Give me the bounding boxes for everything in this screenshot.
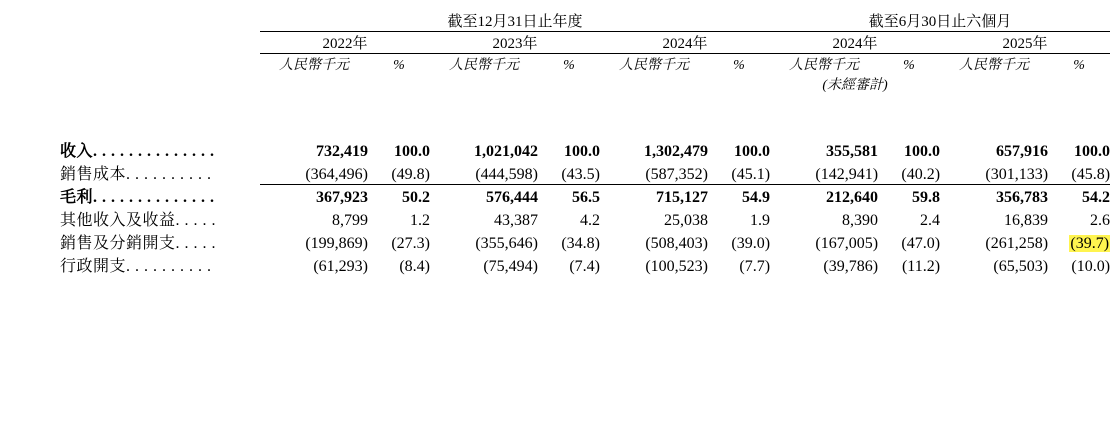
table-row <box>60 253 1110 276</box>
unaudited-note-row <box>60 74 1110 94</box>
cell-other-2022: 8,799 <box>332 212 368 229</box>
cell-other-2023: 43,387 <box>494 212 538 229</box>
cell-gp-2023: 576,444 <box>486 189 538 206</box>
cell-cost-pct-2024h: (40.2) <box>878 161 940 184</box>
pct-label-2024: % <box>733 58 745 73</box>
cell-other-pct-2024: 1.9 <box>750 212 771 229</box>
cell-other-pct-2024h: 2.4 <box>920 212 941 229</box>
cell-cost-pct-2024: (45.1) <box>708 161 770 184</box>
group-header-interim: 截至6月30日止六個月 <box>770 10 1110 32</box>
unit-label-2022: 人民幣千元 <box>279 58 349 73</box>
unaudited-note: (未經審計) <box>822 78 888 93</box>
cell-sell-2022: (199,869) <box>305 235 368 252</box>
cell-gp-2025h: 356,783 <box>996 189 1049 206</box>
header-body-spacer <box>60 94 1110 138</box>
financial-table-body <box>60 138 1110 276</box>
year-header-2025-interim: 2025年 <box>940 32 1110 54</box>
year-header-2024: 2024年 <box>600 32 770 54</box>
cell-other-2024h: 8,390 <box>842 212 879 229</box>
cell-admin-2023: (75,494) <box>483 258 538 275</box>
cell-admin-pct-2024: (7.7) <box>739 258 771 275</box>
table-row <box>60 184 1110 207</box>
cell-other-pct-2025h: 2.6 <box>1090 212 1111 229</box>
cell-sell-2023: (355,646) <box>475 235 538 252</box>
unit-label-2024: 人民幣千元 <box>619 58 689 73</box>
cell-revenue-2023: 1,021,042 <box>474 143 538 160</box>
cell-revenue-2024: 1,302,479 <box>644 143 708 160</box>
row-label-revenue: 收入. . . . . . . . . . . . . . <box>60 143 215 160</box>
cell-other-2024: 25,038 <box>664 212 708 229</box>
cell-cost-2025h: (301,133) <box>940 161 1048 184</box>
cell-admin-pct-2023: (7.4) <box>569 258 600 275</box>
cell-admin-pct-2025h: (10.0) <box>1071 258 1111 275</box>
cell-sell-2025h: (261,258) <box>985 235 1049 252</box>
cell-other-pct-2023: 4.2 <box>580 212 600 229</box>
cell-sell-pct-2024: (39.0) <box>731 235 771 252</box>
cell-gp-pct-2024: 54.9 <box>742 189 771 206</box>
cell-sell-pct-2022: (27.3) <box>391 235 430 252</box>
cell-cost-pct-2023: (43.5) <box>538 161 600 184</box>
highlighted-value: (39.7) <box>1070 235 1110 252</box>
cell-cost-2022: (364,496) <box>260 161 368 184</box>
unit-label-2024-interim: 人民幣千元 <box>789 58 860 73</box>
group-header-row <box>60 10 1110 32</box>
unit-label-2023: 人民幣千元 <box>449 58 519 73</box>
corner-blank-2 <box>60 32 260 54</box>
cell-revenue-pct-2024h: 100.0 <box>904 143 941 160</box>
cell-sell-pct-2023: (34.8) <box>561 235 600 252</box>
cell-admin-pct-2024h: (11.2) <box>901 258 941 275</box>
cell-gp-2024h: 212,640 <box>826 189 879 206</box>
pct-label-2025-interim: % <box>1073 58 1085 73</box>
table-row <box>60 138 1110 161</box>
row-label-cost-of-sales: 銷售成本. . . . . . . . . . <box>60 166 212 183</box>
cell-gp-pct-2022: 50.2 <box>402 189 430 206</box>
cell-admin-2022: (61,293) <box>313 258 368 275</box>
cell-sell-pct-2024h: (47.0) <box>901 235 941 252</box>
cell-sell-2024: (508,403) <box>645 235 708 252</box>
cell-other-2025h: 16,839 <box>1004 212 1049 229</box>
year-header-row <box>60 32 1110 54</box>
year-header-2024-interim: 2024年 <box>770 32 940 54</box>
group-header-annual: 截至12月31日止年度 <box>260 10 770 32</box>
cell-revenue-pct-2023: 100.0 <box>564 143 600 160</box>
year-header-2022: 2022年 <box>260 32 430 54</box>
cell-revenue-2022: 732,419 <box>316 143 368 160</box>
row-label-admin-expenses: 行政開支. . . . . . . . . . <box>60 258 212 275</box>
cell-gp-2022: 367,923 <box>316 189 368 206</box>
cell-gp-pct-2024h: 59.8 <box>912 189 941 206</box>
cell-gp-pct-2023: 56.5 <box>572 189 600 206</box>
cell-cost-pct-2025h: (45.8) <box>1048 161 1110 184</box>
cell-gp-2024: 715,127 <box>656 189 708 206</box>
table-row <box>60 207 1110 230</box>
note-blank-2 <box>940 74 1110 94</box>
table-row <box>60 161 1110 184</box>
cell-revenue-2025h: 657,916 <box>996 143 1049 160</box>
financial-summary-table <box>60 10 1110 276</box>
unit-label-2025-interim: 人民幣千元 <box>959 58 1030 73</box>
cell-sell-2024h: (167,005) <box>815 235 879 252</box>
corner-blank <box>60 10 260 32</box>
cell-revenue-2024h: 355,581 <box>826 143 879 160</box>
pct-label-2022: % <box>393 58 405 73</box>
pct-label-2023: % <box>563 58 575 73</box>
row-label-gross-profit: 毛利. . . . . . . . . . . . . . <box>60 189 215 206</box>
corner-blank-3 <box>60 54 260 75</box>
table-row <box>60 230 1110 253</box>
cell-revenue-pct-2024: 100.0 <box>734 143 771 160</box>
note-blank <box>60 74 770 94</box>
cell-revenue-pct-2022: 100.0 <box>394 143 430 160</box>
cell-revenue-pct-2025h: 100.0 <box>1074 143 1111 160</box>
row-label-other-income: 其他收入及收益. . . . . <box>60 212 217 229</box>
cell-admin-pct-2022: (8.4) <box>399 258 430 275</box>
cell-admin-2025h: (65,503) <box>993 258 1049 275</box>
cell-cost-pct-2022: (49.8) <box>368 161 430 184</box>
cell-cost-2024: (587,352) <box>600 161 708 184</box>
cell-sell-pct-2025h-highlighted <box>1048 230 1110 253</box>
unit-header-row <box>60 54 1110 75</box>
cell-cost-2024h: (142,941) <box>770 161 878 184</box>
pct-label-2024-interim: % <box>903 58 915 73</box>
cell-admin-2024: (100,523) <box>645 258 708 275</box>
cell-cost-2023: (444,598) <box>430 161 538 184</box>
row-label-selling-distribution: 銷售及分銷開支. . . . . <box>60 235 217 252</box>
cell-gp-pct-2025h: 54.2 <box>1082 189 1111 206</box>
year-header-2023: 2023年 <box>430 32 600 54</box>
cell-admin-2024h: (39,786) <box>823 258 879 275</box>
cell-other-pct-2022: 1.2 <box>410 212 430 229</box>
